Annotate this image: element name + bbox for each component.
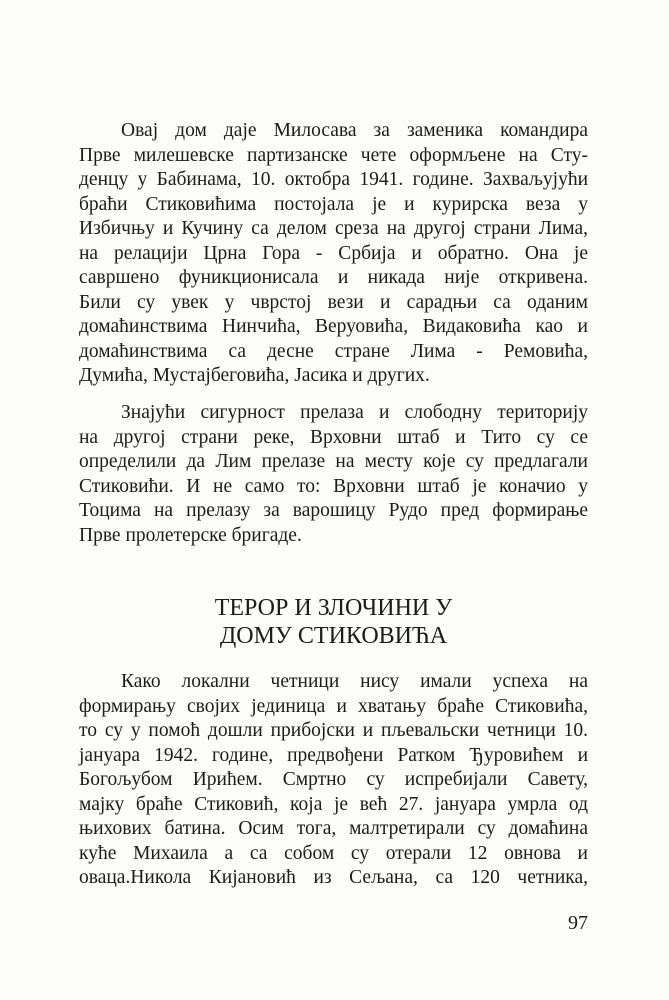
- text-line: браћи Стиковићима постојала је и курирска веза у: [79, 193, 588, 215]
- paragraph-1: [79, 119, 588, 389]
- text-line: на другој страни реке, Врховни штаб и Тито су се: [79, 426, 588, 448]
- heading-line: ТЕРОР И ЗЛОЧИНИ У: [214, 595, 453, 621]
- text-line: то су у помоћ дошли прибојски и пљевальски четници 10.: [79, 720, 588, 741]
- text-line: оваца.Никола Кијановић из Сељана, са 120 четника,: [79, 867, 588, 888]
- text-line: Избичњу и Кучину са делом среза на другој страни Лима,: [79, 218, 588, 239]
- heading-line: ДОМУ СТИКОВИЋА: [219, 623, 448, 649]
- text-line: Били су увек у чврстој вези и сарадњи са оданим: [79, 291, 588, 313]
- page-number: 97: [568, 912, 588, 934]
- text-line: савршено фуникционисала и никада није откривена.: [79, 267, 588, 288]
- text-line: Знајући сигурност прелаза и слободну територију: [121, 402, 588, 423]
- paragraph-2: [79, 401, 588, 548]
- text-line: определили да Лим прелазе на месту које су предлагали: [79, 451, 588, 472]
- text-line: куће Михаила а са собом су отерали 12 овнова и: [79, 842, 588, 864]
- text-line: њихових батина. Осим тога, малтретирали су домаћина: [79, 818, 588, 839]
- text-line: мајку браће Стиковић, која је већ 27. јануара умрла од: [79, 793, 588, 815]
- text-line: формирању својих јединица и хватању браће Стиковића,: [79, 695, 588, 717]
- text-line: јануара 1942. године, предвођени Ратком Ђуровићем и: [79, 744, 588, 766]
- text-line: на релацији Црна Гора - Србија и обратно. Она је: [79, 242, 588, 264]
- text-line: домаћинствима са десне стране Лима - Ремовића,: [79, 340, 588, 362]
- text-line: домаћинствима Нинчића, Веруовића, Видаковића као и: [79, 316, 588, 337]
- paragraph-3: [79, 670, 588, 891]
- text-line: Прве пролетерске бригаде.: [79, 524, 302, 546]
- text-line: Богољубом Ирићем. Смртно су испребијали Савету,: [79, 769, 588, 790]
- text-line: Прве милешевске партизанске чете оформљене на Сту-: [79, 144, 588, 166]
- text-line: Овај дом даје Милосава за заменика командира: [121, 120, 588, 141]
- text-line: Тоцима на прелазу за варошицу Рудо пред формирање: [79, 500, 588, 521]
- text-line: денцу у Бабинама, 10. октобра 1941. године. Захваљујући: [79, 169, 588, 190]
- section-heading: [79, 594, 588, 650]
- text-line: Стиковићи. И не само то: Врховни штаб је коначио у: [79, 475, 588, 497]
- text-line: Како локални четници нису имали успеха на: [121, 671, 588, 692]
- text-line: Думића, Мустајбеговића, Јасика и других.: [79, 365, 430, 386]
